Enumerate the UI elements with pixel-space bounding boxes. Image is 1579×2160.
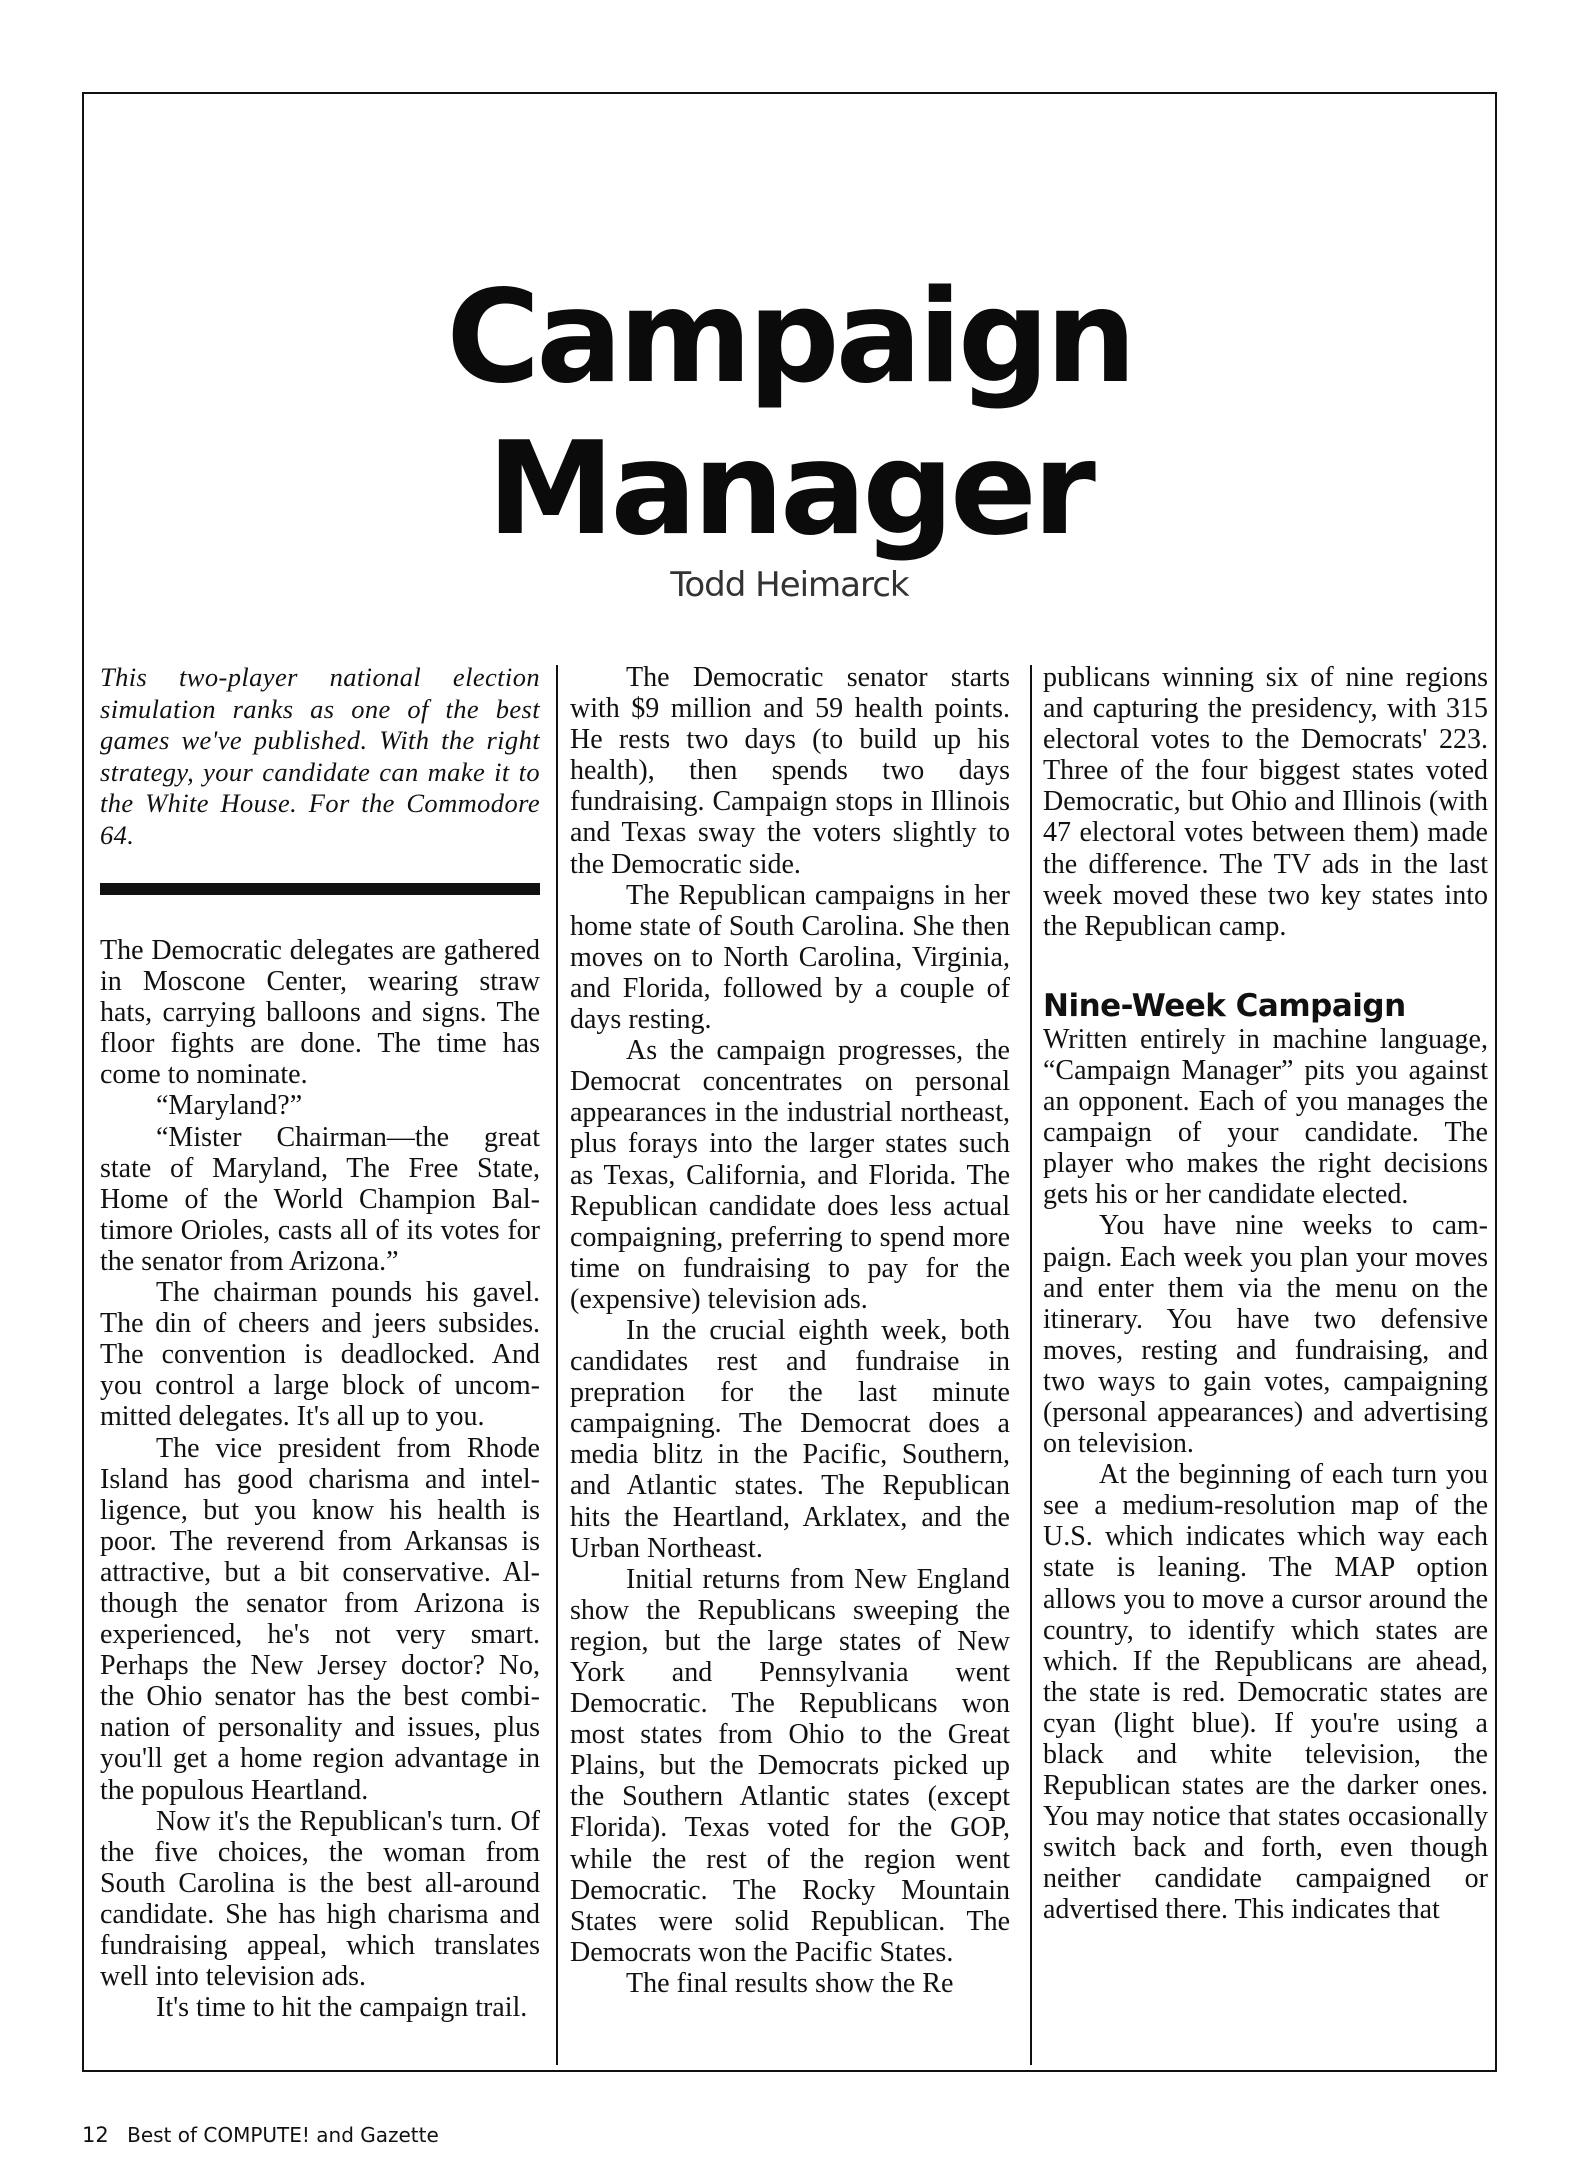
paragraph: “Mister Chairman—the great state of Maryland, The Free State, Home of the World Champion Baltimore Orioles, casts all of its votes for the senator from Arizona.” (100, 1121, 540, 1277)
paragraph: “Maryland?” (156, 1090, 303, 1122)
paragraph: The Democratic delegates are gathered in Moscone Center, wearing straw hats, carrying balloons and signs. The floor fights are done. The time has come to nominate. (100, 935, 540, 1091)
article-deck: This two-player national election simulation ranks as one of the best games we've published. With the right strategy, your candidate can make it to the White House. For the Commodore 64. (100, 662, 540, 850)
paragraph: You have nine weeks to campaign. Each week you plan your moves and enter them via the menu on the itinerary. You have two defensive moves, resting and fundraising, and two ways to gain votes, campaigning (personal appearances) and advertising on television. (1043, 1210, 1488, 1460)
column-3 (1043, 662, 1488, 1926)
column-divider-1 (556, 665, 558, 2065)
paragraph: In the crucial eighth week, both candidates rest and fundraise in prepration for the last minute campaigning. The Democrat does a media blitz in the Pacific, Southern, and Atlantic states. The Republican hits the Heartland, Arklatex, and the Urban Northeast. (570, 1314, 1010, 1564)
column-divider-2 (1030, 665, 1032, 2065)
column-1 (100, 662, 540, 2023)
author-byline: Todd Heimarck (670, 565, 909, 605)
paragraph: The Democratic senator starts with $9 million and 59 health points. He rests two days (to build up his health), then spends two days fundraising. Campaign stops in Illinois and Texas sway the voters slightly to the Democratic side. (570, 662, 1010, 880)
title-line-1: Campaign (446, 263, 1133, 412)
paragraph: publicans winning six of nine regions and capturing the presidency, with 315 electoral votes to the Democrats' 223. Three of the four biggest states voted Democratic, but Ohio and Illinois (with 47 electoral votes between them) made the difference. The TV ads in the last week moved these two key states into the Republican camp. (1043, 662, 1488, 942)
paragraph: Initial returns from New England show the Republicans sweeping the region, but the large states of New York and Pennsylvania went Democratic. The Republicans won most states from Ohio to the Great Plains, but the Democrats picked up the Southern Atlantic states (except Florida). Texas voted for the GOP, while the rest of the region went Democratic. The Rocky Mountain States were solid Republican. The Democrats won the Pacific States. (570, 1563, 1010, 1968)
paragraph: At the beginning of each turn you see a medium-resolution map of the U.S. which indicates which way each state is leaning. The MAP option allows you to move a cursor around the country, to identify which states are which. If the Republicans are ahead, the state is red. Democratic states are cyan (light blue). If you're using a black and white television, the Republican states are the darker ones. You may notice that states occasionally switch back and forth, even though neither candidate campaigned or advertised there. This indicates that (1043, 1459, 1488, 1926)
paragraph: The final results show the Re (626, 1967, 954, 1999)
paragraph: The Republican campaigns in her home state of South Carolina. She then moves on to North Carolina, Virginia, and Florida, followed by a couple of days resting. (570, 879, 1010, 1036)
page-number: 12 (82, 2123, 109, 2147)
publication-name: Best of COMPUTE! and Gazette (127, 2123, 439, 2147)
deck-divider-bar (100, 883, 540, 895)
paragraph: Written entirely in machine language, “Campaign Manager” pits you against an opponent. Each of you manages the campaign of your candidate. The player who makes the right decisions gets his or her candidate elected. (1043, 1023, 1488, 1211)
page-footer (82, 2123, 439, 2147)
section-heading: Nine-Week Campaign (1043, 987, 1406, 1024)
paragraph: As the campaign progresses, the Democrat concentrates on personal appearances in the industrial northeast, plus forays into the larger states such as Texas, California, and Florida. The Republican candidate does less actual compaigning, preferring to spend more time on fundraising to pay for the (expensive) television ads. (570, 1035, 1010, 1315)
paragraph: Now it's the Republican's turn. Of the five choices, the woman from South Carolina is the best all-around candidate. She has high charisma and fundraising appeal, which translates well into television ads. (100, 1805, 540, 1993)
title-line-2: Manager (487, 415, 1092, 564)
article-title (0, 262, 1579, 566)
paragraph: The vice president from Rhode Island has good charisma and intelligence, but you know his health is poor. The reverend from Arkansas is attractive, but a bit conservative. Although the senator from Arizona is experienced, he's not very smart. Perhaps the New Jersey doctor? No, the Ohio senator has the best combination of personality and issues, plus you'll get a home region advantage in the populous Heartland. (100, 1432, 540, 1806)
paragraph: The chairman pounds his gavel. The din of cheers and jeers subsides. The convention is deadlocked. And you control a large block of uncommitted delegates. It's all up to you. (100, 1277, 540, 1433)
paragraph: It's time to hit the campaign trail. (156, 1992, 528, 2024)
column-2 (570, 662, 1010, 1999)
